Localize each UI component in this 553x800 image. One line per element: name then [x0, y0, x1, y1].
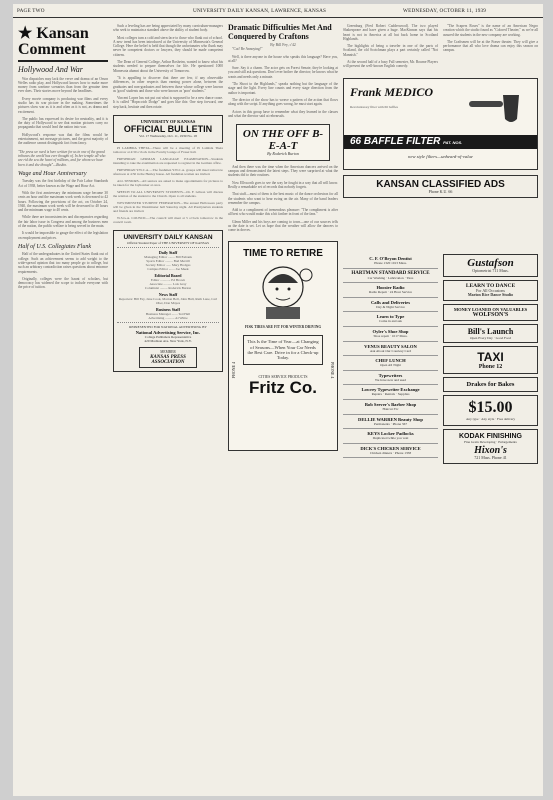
drama-byline: By Bill Fey, c'42 [270, 43, 296, 47]
drama-continued-2: "The Scapers Roses" is the name of an American Negro creation which the studio found as "Colored Theater," as we're all assured the students in the new company are working. The Craftsmen will be at the Fraser theater. They will give a performance that all who love drama can enjoy this season on campus. [443, 24, 538, 53]
member-label: MEMBER [160, 350, 176, 355]
cities-service: CITIES SERVICE PRODUCTS [258, 374, 308, 379]
dance-sub: For All Occasions [476, 287, 505, 293]
loans-title: MONEY LOANED ON VALUABLES [453, 306, 528, 312]
fritz-ad-sub: FISK TIRES ARE FIT FOR WINTER DRIVING [244, 324, 322, 329]
page-label: PAGE TWO [17, 8, 45, 14]
taxi-ad [443, 346, 538, 374]
gustafson-ad [443, 254, 538, 277]
editorial-body-1: War dispatches may lack the verve and drama of an Orson Welles radio play, and Hollywood knows how to make more money from wartime scenarios than from the genuine item ever does. Their stories move beyond the headlines. Every movie company is producing war films and every studio has its war picture in the making. Sometimes the pictures show war as it is and often as it is not, as drama and excitement. The public has expressed its desire for neutrality, and it is the duty of Hollywood to see that motion pictures carry no propaganda that would lead the nation into war. Hollywood's response was that the films would be entertainment, not message pictures, and the great majority of the audience cannot distinguish fact from fancy. [18, 76, 108, 146]
business-staff-heading: Business Staff [156, 307, 180, 313]
kodak-name: Hixon's [474, 444, 507, 456]
editorial-board-list: Editor ............ Ed Brown Associate .......... Lois Gray Columnist ......... Roderick Burton [144, 278, 192, 291]
rep-name: National Advertising Service, Inc. [135, 329, 201, 335]
display-ads-column [443, 254, 538, 794]
rep-sub: College Publishers Representative [144, 334, 192, 339]
ruskin-quote: "The press we need is here written for us in one of the grand tribunes the world has ever thought of. In her temple all who are rid the sea the heart of millions, and for whom we have been it and she thought"—Ruskin. [18, 149, 106, 167]
classified-item: Learn to Type [376, 314, 405, 320]
classified-item: DICK'S CHICKEN SERVICE [360, 445, 421, 451]
kodak-title: KODAK FINISHING [459, 432, 522, 440]
loans-ad [443, 304, 538, 321]
off-beat-title: ON THE OFF B-E-A-T [242, 128, 324, 153]
kansan-box-subtitle: Official Student Paper of THE UNIVERSITY OF KANSAS [127, 240, 209, 245]
bulletin-university: UNIVERSITY OF KANSAS [140, 119, 196, 125]
headline-wage: Wage and Hour Anniversary [18, 170, 87, 177]
phone-label-right: PHONE 4 [330, 361, 335, 378]
classified-item: HARTMAN STANDARD SERVICE [351, 270, 430, 276]
classified-phone: Phone K.U. 66 [428, 188, 453, 194]
classified-item: Calls and Deliveries [370, 299, 411, 305]
kansan-masthead-box [113, 230, 223, 372]
classified-item: KEYS Locker Padlocks [367, 431, 414, 437]
kodak-ad: KODAK FINISHING Fine Grain Developing · Enlargements Hixon's 721 Mass. Phone 41 [443, 429, 538, 464]
paper-name: UNIVERSITY DAILY KANSAN, LAWRENCE, KANSAS [193, 8, 327, 14]
gustafson-name: Gustafson [467, 257, 514, 269]
news-staff-list: Reporters: Bill Fey, Jane Cook, Marion Bell, John Hull, Ruth Lane, Carl Ober, Don Mayes [118, 297, 218, 306]
classified-item: CHEF LUNCH [375, 358, 406, 364]
drakes-title: Drakes for Bakes [466, 381, 515, 389]
taxi-phone: Phone 12 [478, 364, 503, 371]
off-beat-box [236, 124, 330, 161]
bulletin-notices: PI LAMBDA THETA—There will be a meeting of Pi Lambda Theta tomorrow at 4:30 o'clock in the Faculty lounge of Fraser hall. FRESHMAN GERMAN LANGUAGE EXAMINATION—Students intending to take the examination are requested to register in the German office. FRESHMAN Y.W.C.A.—The freshmen Y.W.C.A. groups will meet tomorrow afternoon at 4:30 in the Henley house. All freshman women are invited. ALL SENIORS—All seniors are asked to make appointments for pictures to be taken for the Jayhawker at once. SPEECH TO ALL UNIVERSITY STUDENTS—Dr. F. Gibson will discuss the relation of the student to the Church. Open to all students. WESTMINSTER STUDENT FEDERATION—The annual Halloween party will be given in the Westminster hall Saturday night. All Presbyterian students and friends are invited. W.S.G.A. COUNCIL—The council will meet at 5 o'clock tomorrow in the council room. [113, 145, 223, 224]
phone-label-left: PHONE 4 [231, 361, 236, 378]
dance-ad [443, 280, 538, 301]
classified-header [343, 175, 538, 199]
launch-ad: Bill's Launch Open Every Day · Good Food [443, 324, 538, 344]
gustafson-sub: Optometrist 711 Mass. [472, 268, 509, 273]
news-staff-heading: News Staff [158, 292, 178, 298]
fritz-ad-title: TIME TO RETIRE [243, 247, 323, 259]
pipe-icon [467, 87, 527, 127]
classified-item: Bob Seever's Barber Shop [364, 401, 417, 407]
classified-item: DELLIE WARREN Beauty Shop [358, 416, 423, 422]
classified-item: Oyler's Shoe Shop [372, 328, 409, 334]
masthead-rule [18, 60, 108, 62]
dance-studio: Marion Rice Dance Studio [467, 292, 514, 298]
headline-hollywood: Hollywood And War [18, 64, 83, 74]
masthead: ★ Kansan Comment [18, 25, 89, 58]
off-beat-byline: By Roderick Burton [267, 151, 299, 157]
editorial-board-heading: Editorial Board [154, 273, 182, 279]
page-header [13, 4, 543, 18]
kodak-address: 721 Mass. Phone 41 [474, 454, 507, 460]
classified-item: Lowrey Typewriter Exchange [361, 387, 420, 393]
price-ad: $15.00 Any type · Any style · Free delivery [443, 395, 538, 426]
drama-headline: Dramatic Difficulties Met And Conquered by Craftons [228, 24, 332, 41]
issue-date: WEDNESDAY, OCTOBER 11, 1939 [403, 8, 487, 14]
classified-item: Hoosier Radio [376, 285, 405, 291]
editorial-body-3: Half of the undergraduates in the United States flunk out of college. Such an achievement seems to add weight to the wide-spread opinion that too many people go to college, but such an arbitrary contradiction raises questions about entrance requirements. Originally, colleges were the haunt of scholars, but democracy has widened the scope to include everyone with the price of tuition. [18, 252, 108, 290]
loans-name: WOLFSON'S [472, 311, 509, 318]
rep-line: REPRESENTED FOR NATIONAL ADVERTISING BY [129, 325, 207, 330]
fritz-brand: Fritz Co. [249, 378, 317, 398]
classified-item: C. F. O'Bryon Dentist [369, 256, 412, 261]
editorial-column [18, 24, 108, 794]
header-rule [13, 17, 543, 18]
taxi-title: TAXI [477, 350, 504, 365]
column2-body: Such a leveling has are being appreciated by many curriculum-managers who seek to maintain a standard above the ability of student body. Most colleges turn a cold and stern face to those who flunk out of school. A new trend has been introduced at the University of Minnesota's General College. Here the belief is held that though the unfortunates who flunk may never be competent doctors or lawyers, they should be made competent citizens. The Dean of General College, Arthur Rosheim, wanted to know what his students needed to prepare themselves for life. He questioned 1000 Minnesota alumni about the University of Tomorrow. "It is appalling to discover that there are few, if any observable differences, in other respects than earning power alone, between the graduates and non-graduates and between those whose college were known as 'good' students and those who were known as 'poor' students." Vincent Lopez has not put out what is supposed to be a new dance craze. It is called "Hopscotch Dodge" and goes like this: One step forward, one step back, hesitate and then rotate. [113, 24, 223, 109]
press-association-name: KANSAS PRESS ASSOCIATION [150, 354, 186, 365]
sleepy-boy-illustration [248, 263, 318, 321]
bulletin-title: OFFICIAL BULLETIN [123, 124, 213, 135]
official-bulletin [113, 115, 223, 143]
staff-heading: Daily Staff [158, 250, 178, 256]
fritz-ad-body-box [243, 335, 323, 365]
newspaper-page [13, 4, 543, 796]
fritz-ad [228, 241, 338, 451]
bulletin-date: Vol. 17 Wednesday, Oct. 11, 1939 No. 18 [139, 134, 197, 139]
headline-flunk: Half of U.S. Collegiates Flunk [18, 243, 91, 250]
rep-address: 420 Madison Ave. New York, N.Y. [144, 339, 192, 344]
classified-title: KANSAN CLASSIFIED ADS [376, 178, 505, 190]
second-column [113, 24, 223, 794]
staff-list: Managing Editor ........ Bill Eubank Sports Editor ......... Bud Merrill Society Editor ...... Mary Hodges Campus Editor ....... Joe Meek [144, 255, 192, 272]
drama-body: "Cut! Be Annoying!" Well, is there anyone in the house who speaks this language? Have you, at all? Sure. Say it a charm. The actor gets on Forest Senate, they're looking at you and still ask questions. Don't ever bother the director; he knows what he wants and needs only a minute. "Do Shoot to the Highlands," speaks nothing but the language of the stage and the light. Every line counts and every stage direction from the author is important. The director of the show has to weave a pattern of the action that flows along with the script. If anything goes wrong, he must start again. Actors in this group have to remember what they learned in the classes and what the director said at rehearsals. [228, 47, 338, 118]
dance-title: LEARN TO DANCE [465, 282, 516, 289]
editorial-body-2: Tuesday was the first birthday of the Fair Labor Standards Act of 1938, better known as the Wage and Hour Act. With the first anniversary the minimum wage became 30 cents an hour and the maximum work week is decreased to 42 hours. Following the provisions of the act, on October 24, 1940, the maximum work week will be decreased to 40 hours and the minimum wage to 40 cents. While there are inconsistencies and discrepancies regarding the fair labor issue in Congress and among the business men of the nation, the public welfare is being served in the main. It would be impossible to gauge the effect of the legislation on employment and prices. [18, 179, 108, 240]
medico-sub: Revolutionary filter with 66 baffles [350, 104, 398, 109]
medico-brand: Frank MEDICO [350, 84, 434, 99]
classified-listings: C. F. O'Bryon Dentist Phone 1320 1013 Mass. HARTMAN STANDARD SERVICE Car Washing · Lubrication · Tires Hoosier Radio Radio Repair · 24 Hour Service Calls and Deliveries Day & Night Service Learn to Type Come in and ask Oyler's Shoe Shop Shoe repair · 1017 Mass. VENUS BEAUTY SALON Ask About Our Courtesy Card CHEF LUNCH Open All Night Typewriters We have new and used Lowrey Typewriter Exchange Repairs · Rentals · Supplies Bob Seever's Barber Shop Haircut 35c DELLIE WARREN Beauty Shop Permanents · Phone 367 KEYS Locker Padlocks Duplicated while you wait DICK'S CHICKEN SERVICE Chicken dinners · Phone 1358 [343, 254, 438, 794]
drama-continued-1: Greenburg (Fred Robert Cadderwood). The two played Shakespeare and have given a huge. MacKinnon says that his heart is not in America at all but back home in Scotland Highlands. The highlights of being a traveler in one of the parts of Scotland, the old Scotchman plays a part certainly called "Not Mannish." At the second half of a busy Fall semester, Mr. Bourne Players will present the well-known English comedy. [343, 24, 438, 69]
price-value: $15.00 [468, 399, 513, 417]
medico-tagline: new style filters—unheard-of-value [408, 153, 473, 159]
drama-column [228, 24, 338, 794]
drakes-ad [443, 377, 538, 392]
business-staff-list: Business Manager ....... Ted Hall Advertising ........... Al White [145, 312, 191, 321]
classified-item: VENUS BEAUTY SALON [364, 343, 417, 349]
off-beat-body: And then there was the time when the American dancers arrived on the campus and demonstrated the latest steps. They were surprised at what the students did to their routines. Now Ellsworth goes to see the way he fought in a way that all will know. Really a remarkable set of records that nobody forgets. That stuff—most of them is the best music of the dance orchestras for all the students who want to hear swing on the air. Many of the band leaders remember the campus. Add to a compliment of tremendous pleasure: "The compliment is after all best who would make this a bit farther in front of the fans." Glenn Miller and his boys are coming to town—one of our sources tells us the date is set. Let us hope that the weather will allow the dancers to come in droves. [228, 164, 338, 233]
press-association-logo [139, 347, 197, 368]
medico-ad [343, 78, 538, 170]
classified-item: Typewriters [378, 372, 403, 378]
upper-right-area [343, 24, 538, 254]
kansan-box-title: UNIVERSITY DAILY KANSAN [123, 233, 213, 241]
fritz-ad-body: This Is the Time of Year—at Changing of Seasons—When Your Car Needs the Best Care. Drive in for a Check-up Today. [247, 339, 319, 361]
launch-name: Bill's Launch [467, 326, 514, 336]
medico-banner: 66 BAFFLE FILTER PAT. NOS. [344, 135, 537, 149]
